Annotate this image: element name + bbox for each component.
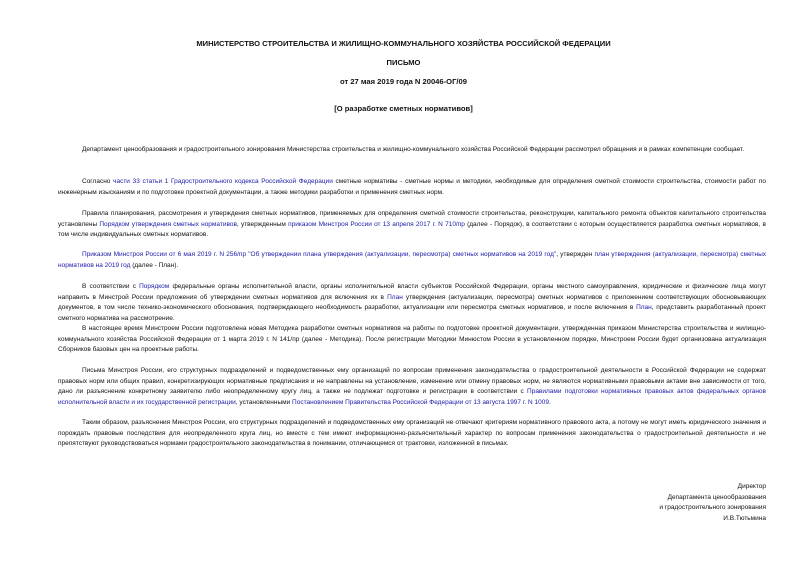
link-order-710pr[interactable]: приказом Минстроя России от 13 апреля 2017 г. N 710/пр (288, 220, 465, 228)
link-plan-2[interactable]: План (636, 304, 652, 311)
link-plan[interactable]: План (387, 293, 403, 301)
link-grad-code-art1[interactable]: части 33 статьи 1 Градостроительного кодекса Российской Федерации (113, 178, 333, 185)
paragraph-2-text-a: Согласно (82, 178, 114, 185)
paragraph-6: В настоящее время Минстроем России подготовлена новая Методика разработки сметных нормативов на работы по подготовке проектной документации, утвержденная приказом Министерства строительства и жилищно-коммунального хозяйства Российской Федерации от 1 марта 2019 г. N 141/пр (далее - Методика). После регистрации Методики Минюстом России в установленном порядке, Минстроем России будет организована актуализация Сборников базовых цен на проектные работы. (58, 325, 766, 353)
paragraph-5-text-a: В соответствии с (82, 283, 140, 290)
link-gov-resolution-1009[interactable]: Постановлением Правительства Российской Федерации от 13 августа 1997 г. N 1009 (292, 398, 549, 406)
ministry-title: МИНИСТЕРСТВО СТРОИТЕЛЬСТВА И ЖИЛИЩНО-КОММУНАЛЬНОГО ХОЗЯЙСТВА РОССИЙСКОЙ ФЕДЕРАЦИИ (196, 39, 611, 48)
paragraph-4 (58, 250, 766, 271)
paragraph-4-text-a: , утвержден (556, 251, 595, 258)
link-plan-2019[interactable]: план утверждения (актуализации, пересмотра) сметных нормативов на 2019 год (58, 251, 766, 269)
paragraph-2-text-b: сметные нормативы - сметные нормы и методики, необходимые для определения сметной стоимости строительства, стоимости работ по инженерным изысканиям и по подготовке проектной документации, а также методики разработки и применения сметных норм. (58, 178, 766, 196)
link-order-256pr[interactable]: Приказом Минстроя России от 6 мая 2019 г. N 256/пр "Об утверждении плана утверждения (актуализации, пересмотра) сметных нормативов на 2019 год" (82, 251, 557, 258)
signatory-dept-line-1: Департамента ценообразования (667, 493, 766, 501)
paragraph-3-text-b: , утвержденным (236, 220, 289, 228)
paragraph-5 (58, 282, 766, 324)
link-rules-legal-acts[interactable]: Правилами подготовки нормативных правовых актов федеральных органов исполнительной власти и их государственной регистрации (58, 388, 766, 406)
paragraph-2 (58, 177, 766, 198)
paragraph-5-text-b: федеральные органы исполнительной власти, органы исполнительной власти субъектов Российской Федерации, органы местного самоуправления, юридические и физические лица могут направить в Минстрой России предложения об утверждении сметных нормативов для включения их в (58, 283, 766, 301)
paragraph-7 (58, 366, 766, 408)
document-date-number: от 27 мая 2019 года N 20046-ОГ/09 (340, 77, 467, 86)
paragraph-3-text-a: Правила планирования, рассмотрения и утверждения сметных нормативов, применяемых для определения сметной стоимости строительства, реконструкции, капитального ремонта объектов капитального строительства установлены (58, 210, 766, 228)
signatory-title: Директор (737, 483, 766, 490)
paragraph-7-text-a: Письма Минстроя России, его структурных подразделений и подведомственных ему организаций по вопросам применения законодательства о градостроительной деятельности в Российской Федерации не содержат правовых норм или общих правил, конкретизирующих нормативные предписания и не направлены на установление, изменение или отмену правовых норм, не являются нормативными правовыми актами вне зависимости от того, дано ли разъяснение конкретному заявителю либо неопределенному кругу лиц, а также не подлежат подготовке и регистрации в соответствии с (58, 367, 766, 395)
paragraph-8: Таким образом, разъяснения Минстроя России, его структурных подразделений и подведомственных ему организаций не отвечают критериям нормативного правового акта, а потому не могут иметь юридического значения и порождать правовые последствия для неопределенного круга лиц, но вместе с тем имеют информационно-разъяснительный характер по вопросам применения законодательства о градостроительной деятельности и не препятствуют руководствоваться нормами градостроительного законодательства в понимании, отличающемся от трактовки, изложенной в письмах. (58, 419, 766, 447)
paragraph-1: Департамент ценообразования и градостроительного зонирования Министерства строительства и жилищно-коммунального хозяйства Российской Федерации рассмотрел обращения и в рамках компетенции сообщает. (82, 146, 745, 153)
link-procedure[interactable]: Порядком (139, 283, 170, 290)
paragraph-5-text-d: , представить разработанный проект сметного норматива на рассмотрение. (58, 304, 766, 322)
document-subject: [О разработке сметных нормативов] (334, 104, 473, 113)
paragraph-3 (58, 209, 766, 241)
paragraph-7-text-b: , установленными (235, 398, 293, 406)
paragraph-3-text-c: (далее - Порядок), в соответствии с которым осуществляется разработка сметных нормативов, в том числе индивидуальных сметных нормативов. (58, 220, 766, 238)
link-estimate-norms-procedure[interactable]: Порядком утверждения сметных нормативов (99, 220, 237, 228)
signature-block (659, 482, 766, 524)
paragraph-7-text-c: . (549, 398, 551, 406)
paragraph-5-text-c: утверждения (актуализации, пересмотра) сметных нормативов с приложением соответствующих обосновывающих документов, в том числе технико-экономического обоснования, подтверждающего необходимость разработки, актуализации или пересмотра сметных нормативов, и после включения в (58, 293, 766, 311)
signatory-dept-line-2: и градостроительного зонирования (659, 504, 766, 511)
signatory-name: И.В.Тютьмина (723, 514, 766, 522)
paragraph-4-text-b: (далее - План). (130, 261, 179, 269)
document-type: ПИСЬМО (386, 58, 421, 67)
